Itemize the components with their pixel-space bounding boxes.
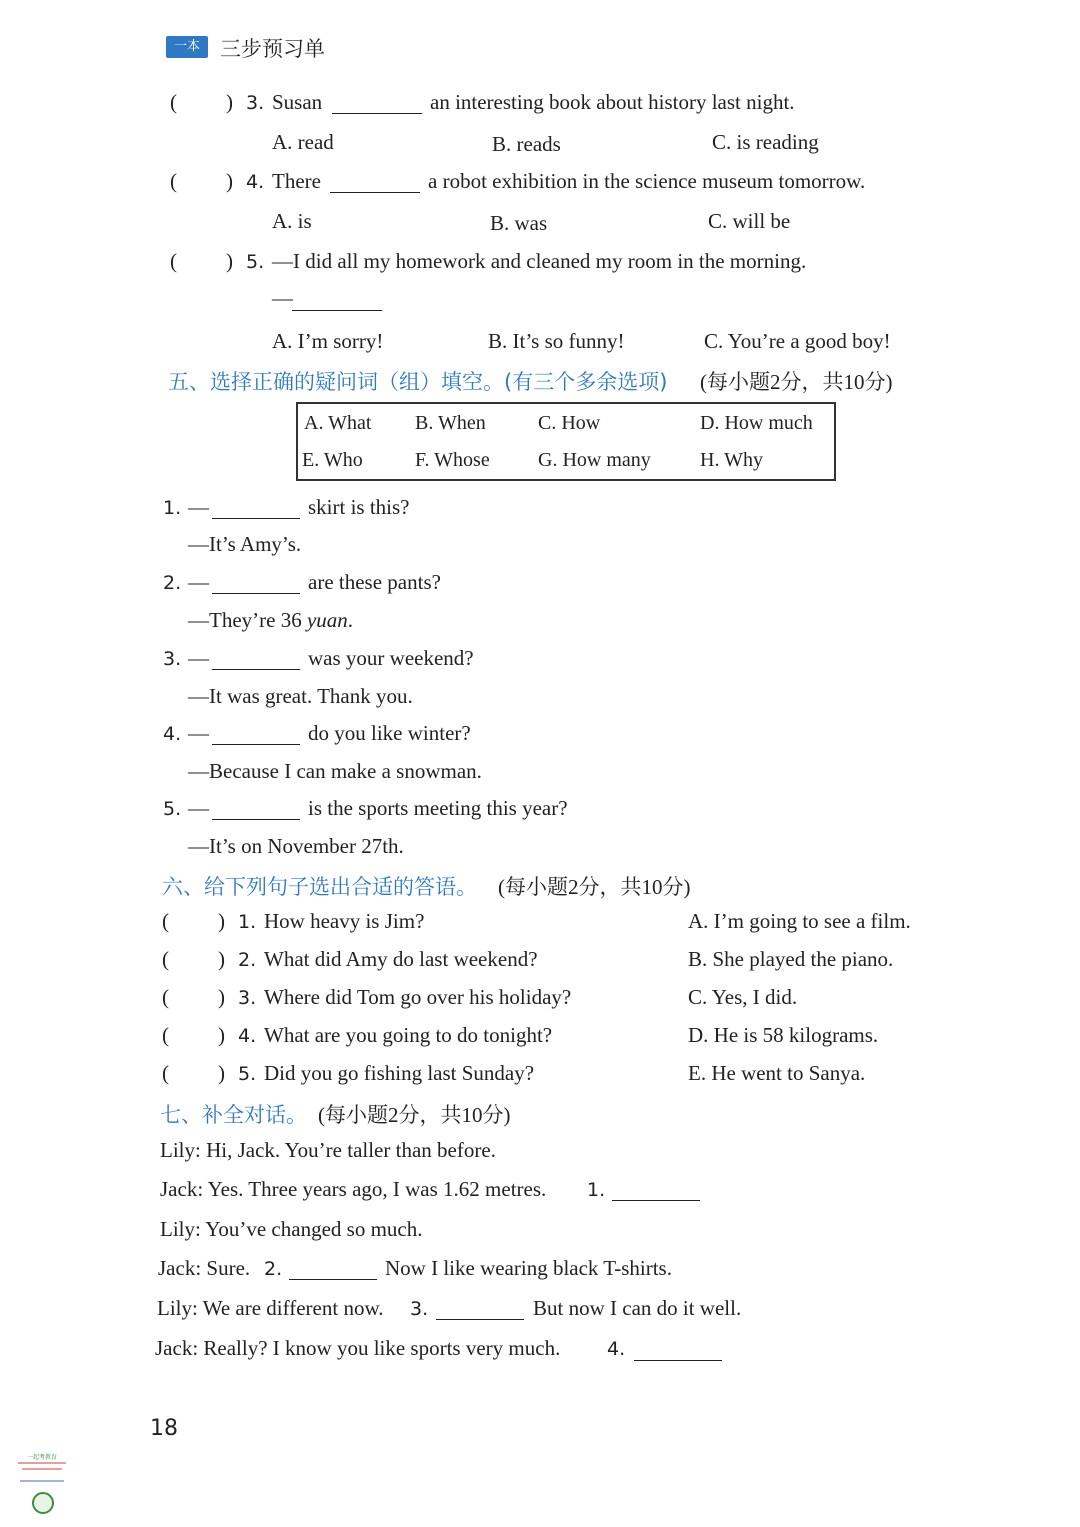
answer-blank[interactable]	[289, 1259, 377, 1280]
answer-paren-open: (	[170, 249, 177, 273]
answer-text	[188, 608, 353, 633]
answer-paren-open: (	[162, 947, 169, 971]
question-text: There	[272, 169, 321, 193]
option-a: A. I’m sorry!	[272, 329, 384, 353]
book-title: 三步预习单	[220, 37, 325, 61]
section7-score: (每小题2分，共10分)	[318, 1103, 511, 1127]
watermark-logo	[12, 1452, 72, 1522]
question-text: was your weekend?	[308, 646, 474, 670]
answer-paren-close: )	[218, 1023, 225, 1047]
blank-number: 2.	[264, 1258, 283, 1280]
answer-main: —They’re 36	[188, 608, 302, 632]
dialog-text: Jack: Yes. Three years ago, I was 1.62 metres.	[160, 1177, 547, 1201]
word-bank-option: G. How many	[538, 449, 651, 471]
answer-option: C. Yes, I did.	[688, 985, 798, 1009]
answer-text: —It’s Amy’s.	[188, 532, 302, 556]
section6-heading: 六、给下列句子选出合适的答语。	[162, 875, 477, 899]
question-number: 2.	[163, 572, 182, 594]
dialog-line-1: Lily: Hi, Jack. You’re taller than before.	[160, 1138, 496, 1162]
question-text: are these pants?	[308, 570, 441, 594]
dialog-dash: —	[272, 286, 293, 310]
option-b: B. It’s so funny!	[488, 329, 625, 353]
answer-paren-close: )	[226, 90, 233, 114]
question-text: —I did all my homework and cleaned my room in the morning.	[272, 249, 807, 273]
answer-blank[interactable]	[212, 649, 300, 670]
answer-blank[interactable]	[612, 1180, 700, 1201]
option-c: C. You’re a good boy!	[704, 329, 891, 353]
word-bank-option: C. How	[538, 412, 601, 434]
answer-paren-close: )	[226, 249, 233, 273]
word-bank-option: B. When	[415, 412, 486, 434]
dialog-line-3: Lily: You’ve changed so much.	[160, 1217, 423, 1241]
answer-paren-close: )	[226, 169, 233, 193]
question-text: is the sports meeting this year?	[308, 796, 568, 820]
answer-blank[interactable]	[332, 93, 422, 114]
answer-paren-close: )	[218, 947, 225, 971]
question-text-end: a robot exhibition in the science museum tomorrow.	[428, 169, 866, 193]
watermark-line	[20, 1480, 64, 1482]
question-text: Susan	[272, 90, 323, 114]
word-bank-option: D. How much	[700, 412, 813, 434]
question-text: What are you going to do tonight?	[264, 1023, 553, 1047]
section5-score: (每小题2分，共10分)	[700, 370, 893, 394]
option-c: C. will be	[708, 209, 791, 233]
answer-option: E. He went to Sanya.	[688, 1061, 866, 1085]
question-number: 4.	[163, 723, 182, 745]
answer-paren-close: )	[218, 1061, 225, 1085]
question-text-end: an interesting book about history last night.	[430, 90, 795, 114]
answer-end: .	[347, 608, 354, 632]
answer-italic: yuan	[306, 608, 348, 632]
option-a: A. read	[272, 130, 334, 154]
answer-blank[interactable]	[212, 724, 300, 745]
answer-option: A. I’m going to see a film.	[688, 909, 911, 933]
question-text: Where did Tom go over his holiday?	[264, 985, 572, 1009]
question-number: 2.	[238, 949, 257, 971]
dialog-dash: —	[188, 570, 209, 594]
dialog-text: Lily: We are different now.	[157, 1296, 384, 1320]
question-text: How heavy is Jim?	[264, 909, 425, 933]
answer-blank[interactable]	[634, 1340, 722, 1361]
answer-text: —It was great. Thank you.	[188, 684, 413, 708]
dialog-dash: —	[188, 796, 209, 820]
dialog-dash: —	[188, 646, 209, 670]
word-bank-option: E. Who	[302, 449, 363, 471]
option-b: B. reads	[492, 132, 561, 156]
answer-blank[interactable]	[212, 799, 300, 820]
answer-option: B. She played the piano.	[688, 947, 894, 971]
answer-paren-close: )	[218, 909, 225, 933]
section5-heading: 五、选择正确的疑问词（组）填空。(有三个多余选项)	[168, 370, 668, 394]
question-text: Did you go fishing last Sunday?	[264, 1061, 535, 1085]
answer-paren-open: (	[162, 985, 169, 1009]
answer-blank[interactable]	[212, 573, 300, 594]
question-text: What did Amy do last weekend?	[264, 947, 538, 971]
question-number: 4.	[238, 1025, 257, 1047]
dialog-text-end: But now I can do it well.	[533, 1296, 742, 1320]
option-a: A. is	[272, 209, 312, 233]
watermark-line	[18, 1462, 66, 1464]
answer-paren-open: (	[162, 1061, 169, 1085]
dialog-dash: —	[188, 721, 209, 745]
section6-score: (每小题2分，共10分)	[498, 875, 691, 899]
question-number: 3.	[238, 987, 257, 1009]
word-bank-option: H. Why	[700, 449, 763, 471]
answer-blank[interactable]	[330, 172, 420, 193]
brand-logo: 一本	[166, 36, 208, 58]
dialog-dash: —	[188, 495, 209, 519]
answer-paren-open: (	[170, 169, 177, 193]
blank-number: 3.	[410, 1298, 429, 1320]
answer-paren-open: (	[170, 90, 177, 114]
word-bank-option: A. What	[304, 412, 372, 434]
answer-blank[interactable]	[292, 290, 382, 311]
watermark-emblem-icon	[32, 1492, 54, 1514]
question-number: 1.	[238, 911, 257, 933]
option-b: B. was	[490, 211, 548, 235]
dialog-text: Jack: Sure.	[158, 1256, 251, 1280]
answer-paren-close: )	[218, 985, 225, 1009]
question-number: 3.	[163, 648, 182, 670]
blank-number: 4.	[607, 1338, 626, 1360]
answer-option: D. He is 58 kilograms.	[688, 1023, 879, 1047]
watermark-text: 一起考教育	[26, 1454, 57, 1461]
answer-text: —Because I can make a snowman.	[188, 759, 482, 783]
watermark-line	[22, 1468, 62, 1470]
dialog-text: Jack: Really? I know you like sports very much.	[155, 1336, 561, 1360]
answer-text: —It’s on November 27th.	[188, 834, 404, 858]
word-bank-option: F. Whose	[415, 449, 490, 471]
question-number: 5.	[238, 1063, 257, 1085]
answer-blank[interactable]	[436, 1299, 524, 1320]
question-number: 5.	[246, 251, 265, 273]
question-number: 4.	[246, 171, 265, 193]
question-text: skirt is this?	[308, 495, 410, 519]
question-number: 1.	[163, 497, 182, 519]
blank-number: 1.	[587, 1179, 606, 1201]
page-number: 18	[150, 1416, 178, 1441]
question-number: 5.	[163, 798, 182, 820]
answer-paren-open: (	[162, 1023, 169, 1047]
question-number: 3.	[246, 92, 265, 114]
option-c: C. is reading	[712, 130, 819, 154]
dialog-text-end: Now I like wearing black T-shirts.	[385, 1256, 672, 1280]
answer-blank[interactable]	[212, 498, 300, 519]
section7-heading: 七、补全对话。	[160, 1103, 307, 1127]
answer-paren-open: (	[162, 909, 169, 933]
question-text: do you like winter?	[308, 721, 471, 745]
